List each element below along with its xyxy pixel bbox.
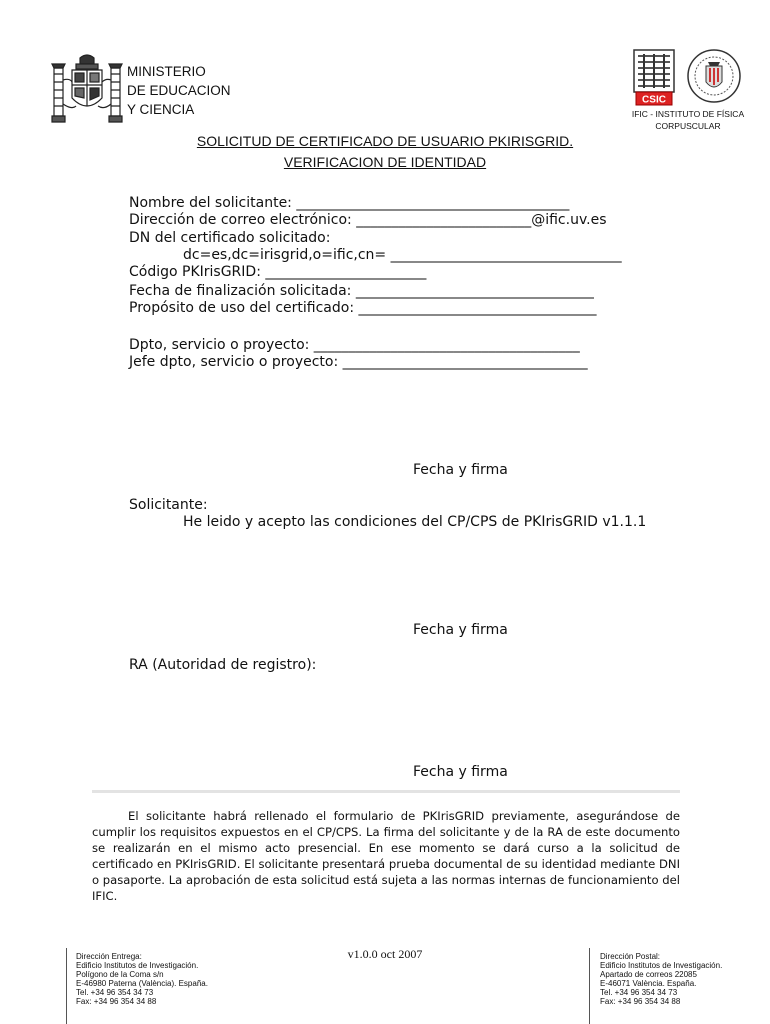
field-dn-value: dc=es,dc=irisgrid,o=ific,cn= _________________________________	[183, 247, 622, 263]
footer-right-line: E-46071 València. España.	[600, 979, 697, 988]
footer-left-line: Edificio Institutos de Investigación.	[76, 961, 199, 970]
separator-line	[92, 790, 680, 793]
document-version: v1.0.0 oct 2007	[347, 947, 423, 961]
fecha-firma-2: Fecha y firma	[413, 622, 508, 638]
ific-caption-line-2: CORPUSCULAR	[655, 121, 721, 131]
footer-right-line: Edificio Institutos de Investigación.	[600, 961, 723, 970]
solicitante-label: Solicitante:	[129, 497, 208, 513]
footer-left-line: Fax: +34 96 354 34 88	[76, 997, 157, 1006]
footer-right-line: Tel. +34 96 354 34 73	[600, 988, 678, 997]
field-fecha-finalizacion: Fecha de finalización solicitada: __________________________________	[129, 283, 594, 299]
ministry-line-3: Y CIENCIA	[127, 102, 195, 117]
field-dn-label: DN del certificado solicitado:	[129, 230, 331, 246]
footer-right-line: Fax: +34 96 354 34 88	[600, 997, 681, 1006]
field-nombre: Nombre del solicitante: _______________________________________	[129, 195, 570, 211]
csic-logo	[634, 50, 674, 106]
ra-label: RA (Autoridad de registro):	[129, 657, 317, 673]
field-codigo: Código PKIrisGRID: _______________________	[129, 264, 427, 280]
field-proposito: Propósito de uso del certificado: __________________________________	[129, 300, 597, 316]
footer-right-line: Apartado de correos 22085	[600, 970, 697, 979]
ministry-line-2: DE EDUCACION	[127, 83, 231, 98]
fecha-firma-3: Fecha y firma	[413, 764, 508, 780]
ific-caption-line-1: IFIC - INSTITUTO DE FÍSICA	[631, 109, 745, 119]
footer-left-line: Tel. +34 96 354 34 73	[76, 988, 154, 997]
field-dpto: Dpto, servicio o proyecto: ______________________________________	[129, 337, 580, 353]
ministry-name	[127, 62, 231, 119]
footer-left-line: E-46980 Paterna (València). España.	[76, 979, 208, 988]
footer-left-line: Polígono de la Coma s/n	[76, 970, 164, 979]
footer-right-divider	[589, 948, 590, 1024]
field-correo: Dirección de correo electrónico: _________________________@ific.uv.es	[129, 212, 607, 228]
instructions-paragraph: El solicitante habrá rellenado el formulario de PKIrisGRID previamente, asegurándose de cumplir los requisitos expuestos en el CP/CPS. La firma del solicitante y de la RA de este documento se realizarán en el mismo acto presencial. En ese momento se dará curso a la solicitud de certificado en PKIrisGRID. El solicitante presentará prueba documental de su identidad mediante DNI o pasaporte. La aprobación de esta solicitud está sujeta a las normas internas de funcionamiento del IFIC.	[92, 809, 680, 903]
document-subtitle: VERIFICACION DE IDENTIDAD	[283, 154, 487, 170]
acepto-condiciones: He leido y acepto las condiciones del CP/CPS de PKIrisGRID v1.1.1	[183, 514, 647, 530]
document-title: SOLICITUD DE CERTIFICADO DE USUARIO PKIRISGRID.	[196, 133, 574, 149]
footer-postal-address	[600, 952, 722, 1006]
coat-of-arms-logo	[50, 52, 124, 128]
fecha-firma-1: Fecha y firma	[413, 462, 508, 478]
field-jefe-dpto: Jefe dpto, servicio o proyecto: ___________________________________	[129, 354, 588, 370]
csic-university-logos	[628, 48, 746, 108]
university-seal	[688, 50, 740, 102]
footer-left-line: Dirección Entrega:	[76, 952, 142, 961]
footer-right-line: Dirección Postal:	[600, 952, 661, 961]
ministry-line-1: MINISTERIO	[127, 64, 206, 79]
csic-label: CSIC	[642, 94, 666, 106]
ific-caption	[612, 108, 764, 132]
